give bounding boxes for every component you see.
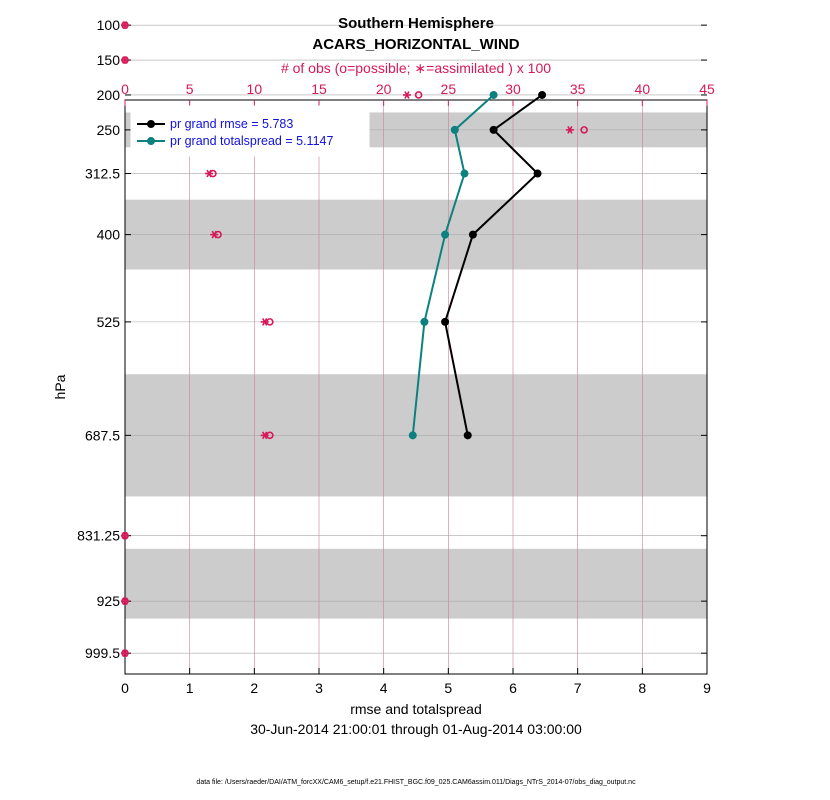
series-point-rmse [469,231,476,238]
x-tick-label: 5 [444,680,453,696]
top-x-tick-label: 10 [246,81,263,97]
series-point-rmse [442,318,449,325]
x-tick-label: 6 [509,680,517,696]
y-tick-label: 400 [96,226,120,243]
y-tick-label: 200 [96,86,120,103]
y-tick-label: 999.5 [84,645,120,662]
gray-level-bands [125,112,707,618]
date-range-label: 30-Jun-2014 21:00:01 through 01-Aug-2014 03:00:00 [250,721,582,737]
series-point-spread [442,231,449,238]
top-x-tick-label: 45 [699,81,715,97]
top-x-tick-label: 25 [440,81,457,97]
legend-rmse-marker [148,121,155,128]
legend-rmse-label: pr grand rmse = 5.783 [170,117,294,131]
x-tick-label: 1 [185,680,194,696]
y-tick-label: 831.25 [77,527,120,544]
x-tick-label: 9 [703,680,711,696]
y-axis-label: hPa [52,374,68,400]
gray-band [125,549,707,619]
top-x-tick-label: 20 [375,81,392,97]
top-x-tick-label: 0 [121,81,129,97]
series-point-rmse [490,126,497,133]
legend-box [131,106,369,156]
series-point-spread [490,91,497,98]
series-point-rmse [539,91,546,98]
data-file-footnote: data file: /Users/raeder/DAI/ATM_forcXX/CAM6_setup/f.e21.FHIST_BGC.f09_025.CAM6assim.011/Diags_NTrS_2014-07/obs_diag_output.nc [196,779,636,786]
obs-assimilated-marker [403,92,411,99]
legend-spread-marker [148,138,155,145]
x-axis-label: rmse and totalspread [350,701,482,717]
y-tick-label: 525 [96,313,120,330]
series-point-spread [461,170,468,177]
x-tick-label: 7 [573,680,582,696]
y-tick-label [104,0,120,2]
top-x-tick-label: 15 [311,81,327,97]
top-axis-label: # of obs (o=possible; ∗=assimilated ) x 100 [280,60,552,76]
x-tick-label: 4 [379,680,388,696]
y-tick-label: 925 [96,593,120,610]
top-x-tick-label: 40 [634,81,651,97]
y-tick-label: 100 [96,17,120,34]
x-tick-label: 0 [121,680,129,696]
y-tick-label: 312.5 [84,165,120,182]
series-point-spread [421,318,428,325]
y-tick-label: 687.5 [84,427,120,444]
x-tick-label: 3 [315,680,323,696]
x-tick-label: 8 [638,680,647,696]
y-tick-label: 250 [96,121,120,138]
top-x-tick-label: 35 [569,81,586,97]
x-tick-label: 2 [250,680,259,696]
top-x-tick-label: 30 [505,81,521,97]
y-tick-label: 150 [96,52,120,69]
series-point-rmse [534,170,541,177]
chart-title: Southern Hemisphere [338,15,494,32]
series-point-spread [409,432,416,439]
chart-subtitle: ACARS_HORIZONTAL_WIND [312,36,520,53]
series-point-rmse [464,432,471,439]
series-point-spread [451,126,458,133]
legend [131,106,369,156]
top-x-tick-label: 5 [185,81,194,97]
legend-spread-label: pr grand totalspread = 5.1147 [170,134,334,148]
